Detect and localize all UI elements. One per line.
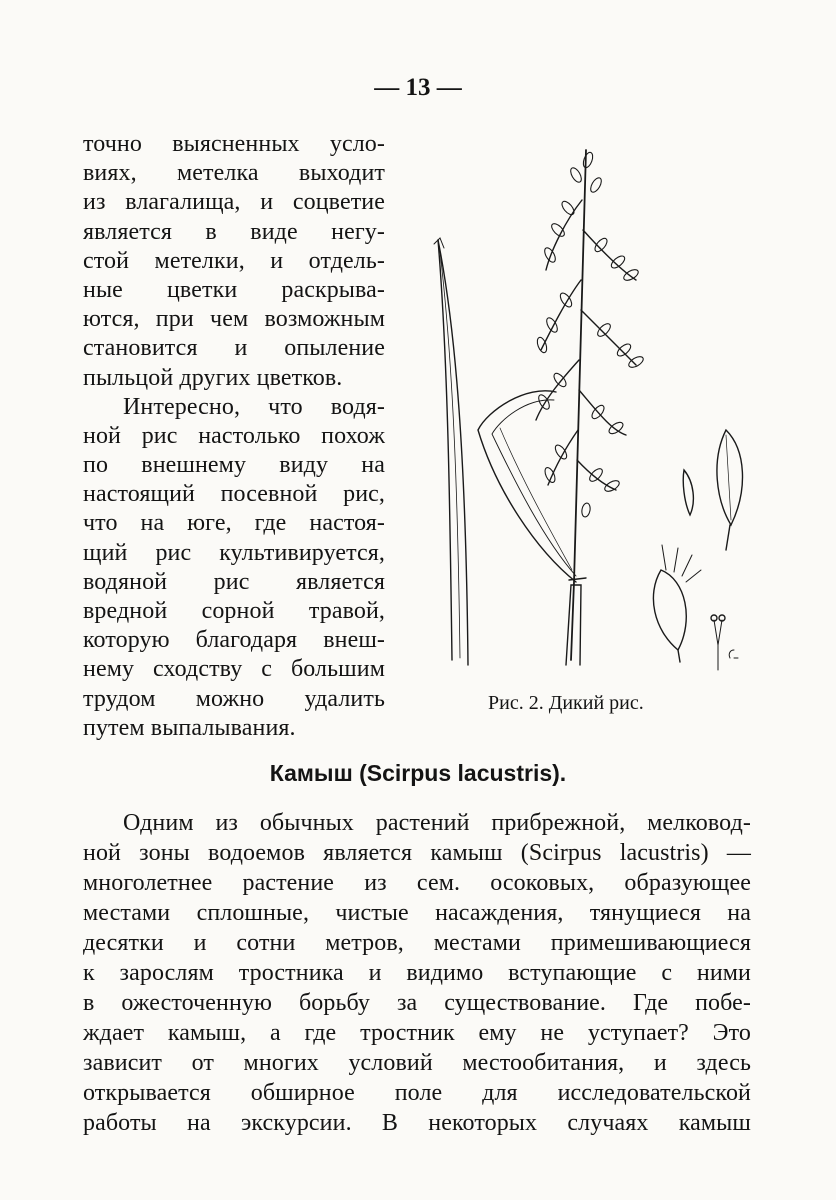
left-column-text-line: вредной сорной травой, <box>83 598 385 624</box>
left-column-text-line: щий рис культивируется, <box>83 539 385 566</box>
main-stem <box>571 150 586 660</box>
body-text-line: ждает камыш, а где тростник ему не уступает? Это <box>83 1020 751 1046</box>
body-text-line: в ожесточенную борьбу за существование. Где побе- <box>83 990 751 1016</box>
body-text-line: десятки и сотни метров, местами примешивающиеся <box>83 930 751 956</box>
left-column-text-line: ются, при чем возможным <box>83 306 385 333</box>
left-column-text-line: трудом можно удалить <box>83 685 385 712</box>
body-text-line: работы на экскурсии. В некоторых случаях камыш <box>83 1110 751 1136</box>
left-column-text-line: из влагалища, и соцветие <box>83 189 385 216</box>
flower-detail <box>653 570 686 650</box>
left-column-text-line: точно выясненных усло- <box>83 131 385 157</box>
body-text-line: открывается обширное поле для исследовательской <box>83 1080 751 1106</box>
left-column-text-line: водяной рис является <box>83 568 385 595</box>
body-text-line: местами сплошные, чистые насаждения, тянущиеся на <box>83 900 751 926</box>
left-column-text-line: ные цветки раскрыва- <box>83 276 385 303</box>
left-column-text-line: стой метелки, и отдель- <box>83 247 385 274</box>
body-text-line: многолетнее растение из сем. осоковых, образующее <box>83 870 751 896</box>
wild-rice-illustration <box>426 130 756 675</box>
left-column-text-line: пыльцой других цветков. <box>83 364 343 391</box>
spikelet-detail <box>717 430 743 525</box>
section-title: Камыш (Scirpus lacustris). <box>269 760 567 786</box>
figure-wild-rice <box>426 130 756 675</box>
figure-caption: Рис. 2. Дикий рис. <box>488 692 644 714</box>
left-column-text-line: виях, метелка выходит <box>83 160 385 187</box>
full-width-text-column <box>83 808 751 1138</box>
left-column-text-line: настоящий посевной рис, <box>83 481 385 508</box>
left-column-text-line: является в виде негу- <box>83 218 385 245</box>
left-column-text-line: ной рис настолько похож <box>83 422 385 449</box>
left-column-text-line: путем выпалывания. <box>83 714 296 741</box>
page-number: — 13 — <box>374 74 462 101</box>
left-column-text-line: Интересно, что водя- <box>123 393 385 420</box>
left-column-text-line: становится и опыление <box>83 335 385 362</box>
left-column-text-line: по внешнему виду на <box>83 452 385 479</box>
left-column-text-line: что на юге, где настоя- <box>83 510 385 537</box>
body-text-line: Одним из обычных растений прибрежной, мелковод- <box>123 810 751 836</box>
body-text-line: ной зоны водоемов является камыш (Scirpus lacustris) — <box>83 840 751 866</box>
left-column-text-line: которую благодаря внеш- <box>83 627 385 654</box>
left-column-text-line: нему сходству с большим <box>83 656 385 683</box>
body-text-line: к зарослям тростника и видимо вступающие с ними <box>83 960 751 986</box>
body-text-line: зависит от многих условий местообитания, и здесь <box>83 1050 751 1076</box>
left-text-column <box>83 130 385 743</box>
